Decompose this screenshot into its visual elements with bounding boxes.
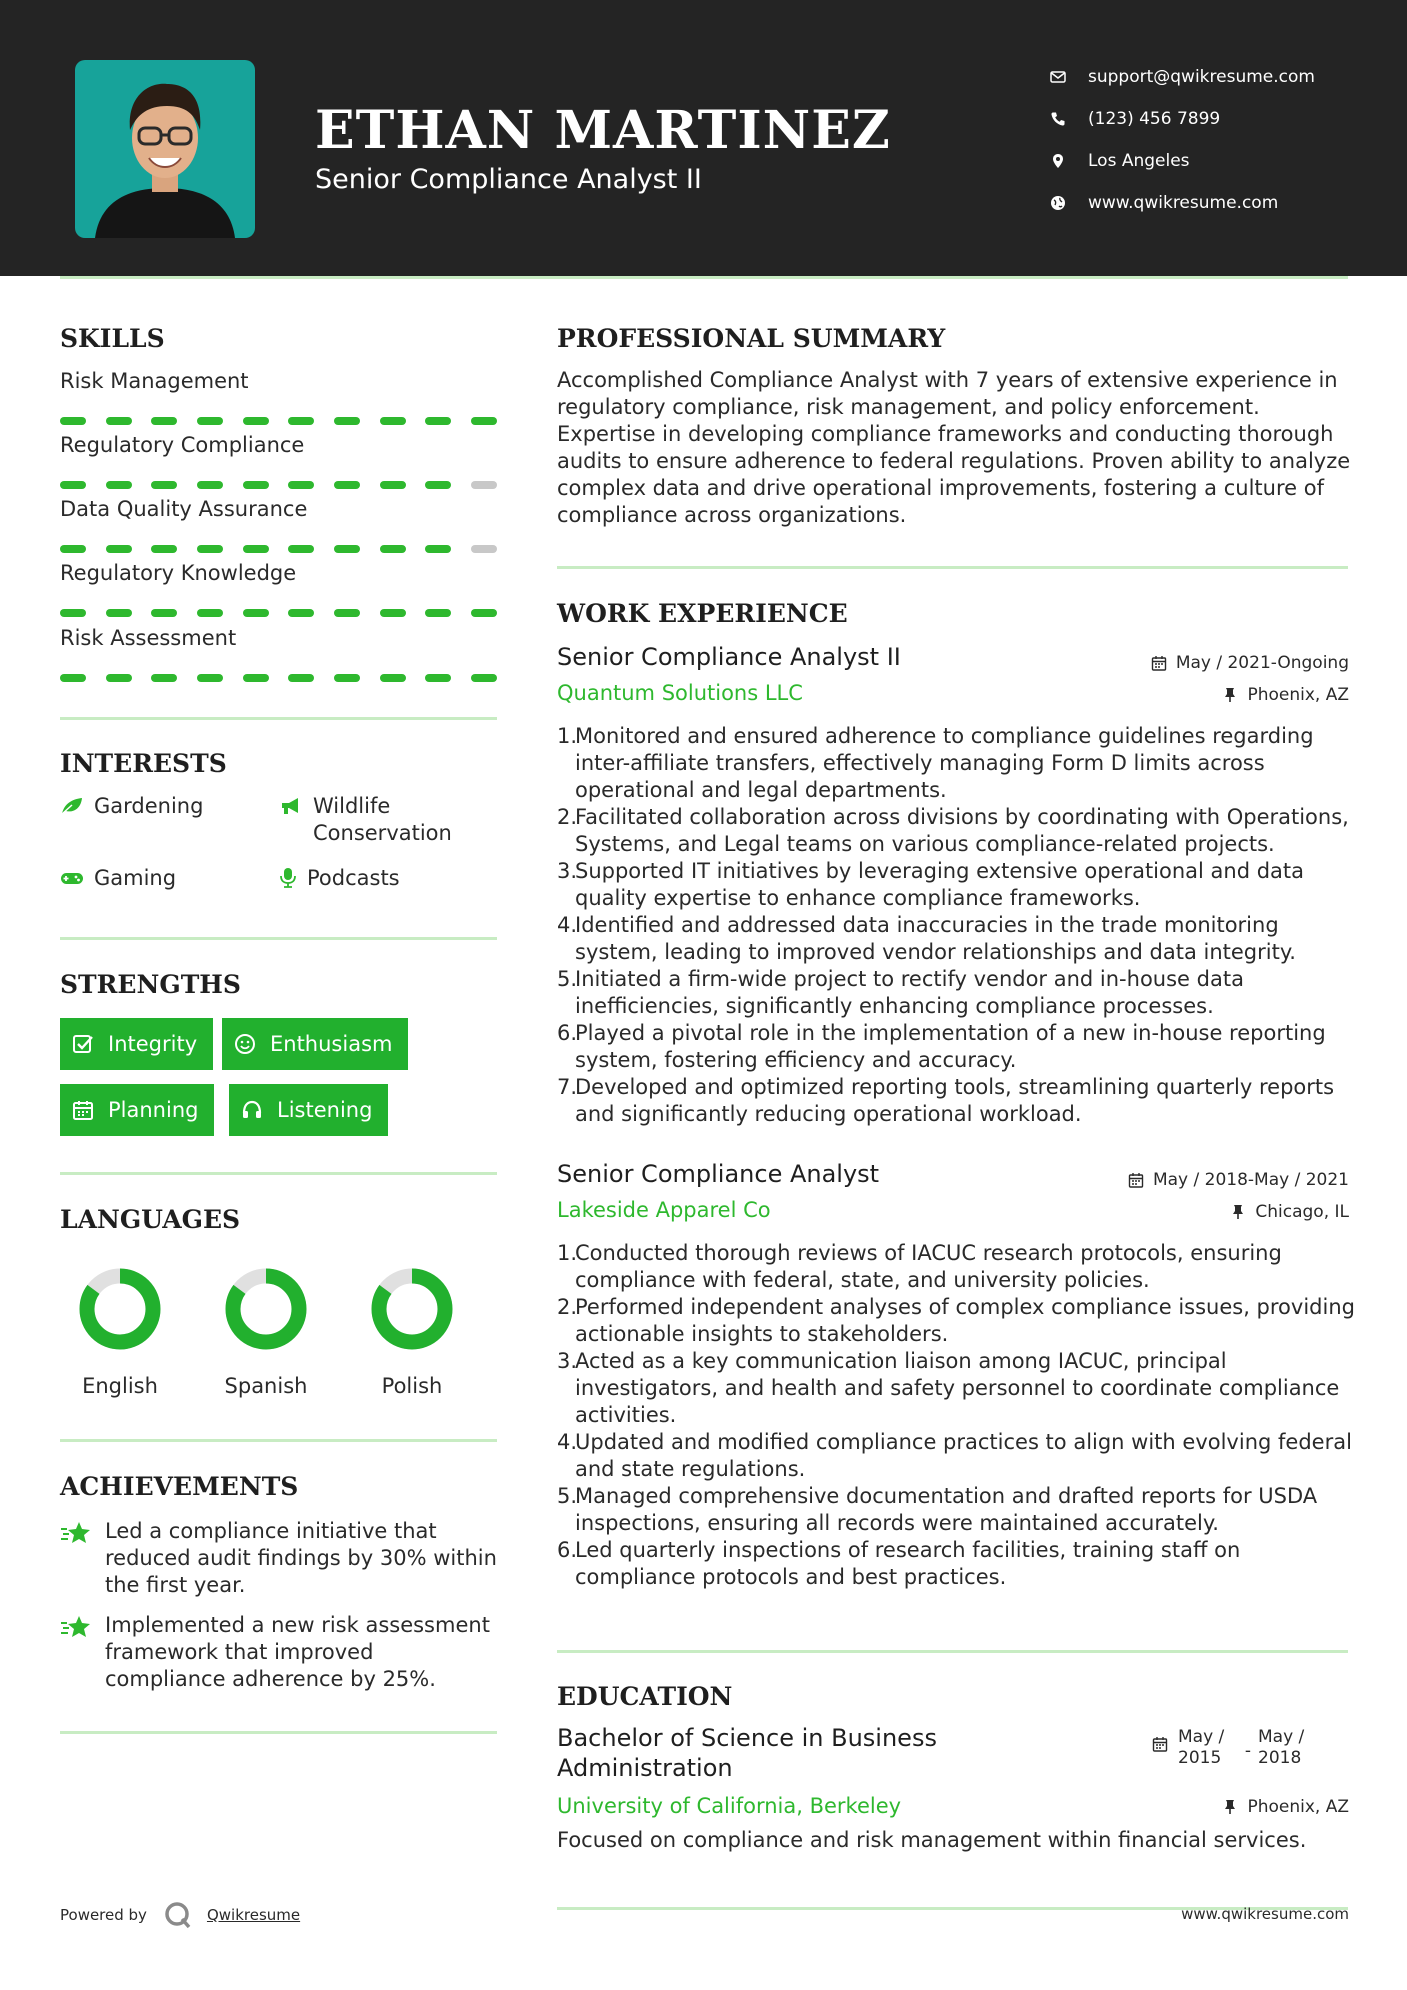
education-dates — [1152, 1727, 1318, 1769]
education-location — [1222, 1797, 1349, 1817]
skill-segment-filled — [197, 609, 223, 617]
edu-start-year: 2015 — [1178, 1748, 1222, 1768]
language-label: Spanish — [224, 1374, 308, 1398]
skill-segment-filled — [471, 417, 497, 425]
skill-segment-filled — [151, 545, 177, 553]
powered-by-label: Powered by — [60, 1906, 147, 1924]
gamepad-icon — [60, 868, 84, 888]
skill-item — [60, 369, 500, 425]
section-divider — [60, 937, 497, 940]
skill-name: Regulatory Compliance — [60, 433, 305, 457]
skill-item — [60, 433, 500, 489]
microphone-icon — [279, 868, 303, 888]
header — [0, 0, 1407, 276]
qwikresume-link[interactable]: Qwikresume — [206, 1906, 301, 1924]
skill-segment-filled — [106, 417, 132, 425]
section-divider — [60, 1439, 497, 1442]
skill-segment-filled — [288, 609, 314, 617]
skill-name: Risk Assessment — [60, 626, 237, 650]
list-item: 3. Supported IT initiatives by leveraging extensive operational and data quality expertise to enhance compliance frameworks. — [557, 859, 1305, 910]
edu-date-separator: - — [1244, 1741, 1252, 1761]
powered-by — [60, 1900, 300, 1930]
skill-segment-filled — [151, 481, 177, 489]
company-name: Quantum Solutions LLC — [557, 681, 803, 705]
header-divider — [60, 276, 1348, 279]
skill-segment-filled — [471, 609, 497, 617]
interests-heading: INTERESTS — [60, 749, 227, 778]
language-proficiency-ring — [223, 1266, 309, 1352]
qwikresume-logo-icon — [163, 1900, 193, 1930]
section-divider — [60, 1731, 497, 1734]
skill-name: Data Quality Assurance — [60, 497, 308, 521]
edu-end-month: May / — [1258, 1727, 1305, 1747]
language-proficiency-ring — [77, 1266, 163, 1352]
list-item: 4. Identified and addressed data inaccuracies in the trade monitoring system, leading to improved vendor relationships and data integrity. — [557, 913, 1296, 964]
section-divider — [60, 717, 497, 720]
star-award-icon — [60, 1520, 92, 1546]
skill-segment-filled — [288, 481, 314, 489]
strength-label: Planning — [108, 1098, 199, 1122]
contact-email-text: support@qwikresume.com — [1088, 67, 1315, 87]
skill-segment-filled — [243, 674, 269, 682]
skill-segment-filled — [60, 545, 86, 553]
strength-label: Enthusiasm — [270, 1032, 393, 1056]
calendar-icon — [1128, 1172, 1144, 1188]
contact-phone[interactable] — [1050, 98, 1315, 140]
interest-label: Podcasts — [307, 866, 400, 890]
interest-label: Gaming — [94, 866, 177, 890]
list-item: 6. Led quarterly inspections of research facilities, training staff on compliance protocols and best practices. — [557, 1538, 1241, 1589]
degree-title: Bachelor of Science in Business Administration — [557, 1724, 937, 1782]
achievement-item — [60, 1612, 500, 1693]
skill-level-bar — [60, 481, 497, 489]
strength-badge — [222, 1018, 408, 1070]
job-title: Senior Compliance Analyst II — [557, 643, 901, 671]
skill-segment-filled — [334, 609, 360, 617]
strength-badge — [229, 1084, 388, 1136]
job-location-text: Phoenix, AZ — [1247, 685, 1349, 705]
smile-icon — [234, 1033, 256, 1055]
star-award-icon — [60, 1614, 92, 1640]
language-item — [206, 1266, 326, 1398]
school-name: University of California, Berkeley — [557, 1794, 902, 1818]
candidate-name: ETHAN MARTINEZ — [315, 100, 891, 161]
skill-level-bar — [60, 417, 497, 425]
skill-segment-filled — [243, 481, 269, 489]
calendar-icon — [1152, 1736, 1168, 1752]
skill-segment-filled — [151, 417, 177, 425]
interest-label: Wildlife Conservation — [313, 794, 452, 845]
skill-segment-filled — [380, 417, 406, 425]
list-item: 5. Managed comprehensive documentation and drafted reports for USDA inspections, ensuring all records were maintained accurately. — [557, 1484, 1318, 1535]
job-location-text: Chicago, IL — [1255, 1202, 1349, 1222]
skill-segment-filled — [60, 674, 86, 682]
envelope-icon — [1050, 69, 1066, 85]
edu-end-year: 2018 — [1258, 1748, 1302, 1768]
location-pin-icon — [1050, 153, 1066, 169]
skill-segment-filled — [288, 545, 314, 553]
skill-segment-filled — [106, 674, 132, 682]
job-location — [1230, 1202, 1349, 1222]
skill-segment-filled — [471, 674, 497, 682]
job-dates — [1128, 1170, 1349, 1190]
language-item — [60, 1266, 180, 1398]
skill-segment-filled — [197, 417, 223, 425]
strength-badge — [60, 1018, 213, 1070]
skill-segment-filled — [106, 481, 132, 489]
skill-segment-filled — [334, 545, 360, 553]
list-item: 7. Developed and optimized reporting tools, streamlining quarterly reports and significantly reducing operational workload. — [557, 1075, 1335, 1126]
skill-segment-filled — [380, 545, 406, 553]
languages-heading: LANGUAGES — [60, 1205, 241, 1234]
contact-location — [1050, 140, 1315, 182]
pushpin-icon — [1222, 1799, 1238, 1815]
language-label: English — [82, 1374, 158, 1398]
skill-segment-filled — [380, 481, 406, 489]
skill-segment-filled — [425, 674, 451, 682]
section-divider — [557, 566, 1348, 569]
job-location — [1222, 685, 1349, 705]
job-responsibilities — [557, 723, 1357, 1128]
job-responsibilities — [557, 1240, 1357, 1591]
globe-icon — [1050, 195, 1066, 211]
contact-website-text: www.qwikresume.com — [1088, 193, 1279, 213]
skill-level-bar — [60, 609, 497, 617]
skill-segment-filled — [334, 481, 360, 489]
skill-segment-filled — [106, 545, 132, 553]
achievement-item — [60, 1518, 500, 1599]
skill-item — [60, 626, 500, 682]
list-item: 4. Updated and modified compliance practices to align with evolving federal and state regulations. — [557, 1430, 1352, 1481]
skill-segment-filled — [288, 674, 314, 682]
list-item: 1. Monitored and ensured adherence to compliance guidelines regarding inter-affiliate transfers, effectively managing Form D limits across operational and legal departments. — [557, 724, 1314, 802]
checkbox-icon — [72, 1033, 94, 1055]
skill-name: Risk Management — [60, 369, 249, 393]
language-proficiency-ring — [369, 1266, 455, 1352]
skill-segment-filled — [60, 609, 86, 617]
skill-segment-filled — [380, 609, 406, 617]
calendar-icon — [72, 1099, 94, 1121]
candidate-title: Senior Compliance Analyst II — [315, 164, 702, 195]
strength-label: Listening — [277, 1098, 373, 1122]
list-item: 1. Conducted thorough reviews of IACUC research protocols, ensuring compliance with federal, state, and university policies. — [557, 1241, 1282, 1292]
skill-segment-filled — [197, 674, 223, 682]
job-dates-text: May / 2021-Ongoing — [1175, 653, 1349, 673]
skill-segment-filled — [151, 674, 177, 682]
job-title: Senior Compliance Analyst — [557, 1160, 880, 1188]
skill-item — [60, 561, 500, 617]
achievements-heading: ACHIEVEMENTS — [60, 1472, 299, 1501]
contact-location-text: Los Angeles — [1088, 151, 1190, 171]
interest-item — [279, 865, 400, 895]
strength-badge — [60, 1084, 214, 1136]
skill-segment-filled — [334, 417, 360, 425]
skill-segment-filled — [243, 545, 269, 553]
skill-segment-empty — [471, 481, 497, 489]
skill-segment-filled — [243, 417, 269, 425]
summary-text: Accomplished Compliance Analyst with 7 years of extensive experience in regulatory compliance, risk management, and policy enforcement. Expertise in developing compliance frameworks and conducting thorough audits to ensure adherence to federal regulations. Proven ability to analyze complex data and drive operational improvements, fostering a culture of compliance across organizations. — [557, 368, 1351, 527]
achievement-text: Implemented a new risk assessment framework that improved compliance adherence by 25%. — [105, 1613, 490, 1691]
skill-segment-filled — [425, 609, 451, 617]
calendar-icon — [1151, 655, 1167, 671]
strengths-heading: STRENGTHS — [60, 970, 241, 999]
section-divider — [60, 1172, 497, 1175]
skill-segment-filled — [243, 609, 269, 617]
profile-photo — [75, 60, 255, 238]
company-name: Lakeside Apparel Co — [557, 1198, 771, 1222]
list-item: 6. Played a pivotal role in the implementation of a new in-house reporting system, fostering efficiency and accuracy. — [557, 1021, 1326, 1072]
interest-item — [60, 793, 203, 823]
edu-start-month: May / — [1178, 1727, 1225, 1747]
skill-level-bar — [60, 545, 497, 553]
leaf-icon — [60, 796, 84, 816]
footer-url[interactable]: www.qwikresume.com — [1181, 1905, 1349, 1923]
list-item: 2. Performed independent analyses of complex compliance issues, providing actionable insights to stakeholders. — [557, 1295, 1355, 1346]
skill-level-bar — [60, 674, 497, 682]
education-location-text: Phoenix, AZ — [1247, 1797, 1349, 1817]
strength-label: Integrity — [108, 1032, 198, 1056]
job-dates — [1151, 653, 1349, 673]
skill-segment-filled — [425, 417, 451, 425]
language-item — [352, 1266, 472, 1398]
avatar-portrait — [75, 60, 255, 238]
skill-segment-filled — [380, 674, 406, 682]
bullhorn-icon — [279, 796, 303, 816]
education-description: Focused on compliance and risk management within financial services. — [557, 1828, 1307, 1852]
interest-item — [279, 793, 479, 847]
achievement-text: Led a compliance initiative that reduced audit findings by 30% within the first year. — [105, 1519, 497, 1597]
list-item: 2. Facilitated collaboration across divisions by coordinating with Operations, Systems, and Legal teams on various compliance-related projects. — [557, 805, 1349, 856]
skill-segment-filled — [197, 481, 223, 489]
skill-segment-filled — [334, 674, 360, 682]
list-item: 3. Acted as a key communication liaison among IACUC, principal investigators, and health and safety personnel to coordinate compliance activities. — [557, 1349, 1340, 1427]
skills-heading: SKILLS — [60, 324, 165, 353]
contact-website[interactable] — [1050, 182, 1315, 224]
pushpin-icon — [1222, 687, 1238, 703]
pushpin-icon — [1230, 1204, 1246, 1220]
skill-segment-filled — [425, 481, 451, 489]
skill-segment-filled — [425, 545, 451, 553]
phone-icon — [1050, 111, 1066, 127]
contact-phone-text: (123) 456 7899 — [1088, 109, 1221, 129]
skill-segment-filled — [197, 545, 223, 553]
language-label: Polish — [381, 1374, 443, 1398]
skill-segment-filled — [106, 609, 132, 617]
interest-item — [60, 865, 176, 895]
summary-heading: PROFESSIONAL SUMMARY — [557, 324, 946, 353]
job-dates-text: May / 2018-May / 2021 — [1152, 1170, 1349, 1190]
interest-label: Gardening — [94, 794, 204, 818]
skill-segment-filled — [60, 417, 86, 425]
skill-segment-filled — [151, 609, 177, 617]
skill-segment-filled — [60, 481, 86, 489]
section-divider — [557, 1650, 1348, 1653]
skill-segment-filled — [288, 417, 314, 425]
headphones-icon — [241, 1099, 263, 1121]
skill-segment-empty — [471, 545, 497, 553]
skill-item — [60, 497, 500, 553]
skill-name: Regulatory Knowledge — [60, 561, 297, 585]
education-heading: EDUCATION — [557, 1682, 733, 1711]
contact-email[interactable] — [1050, 56, 1315, 98]
list-item: 5. Initiated a firm-wide project to rectify vendor and in-house data inefficiencies, significantly enhancing compliance processes. — [557, 967, 1244, 1018]
experience-heading: WORK EXPERIENCE — [557, 599, 848, 628]
contact-list — [1050, 56, 1315, 224]
